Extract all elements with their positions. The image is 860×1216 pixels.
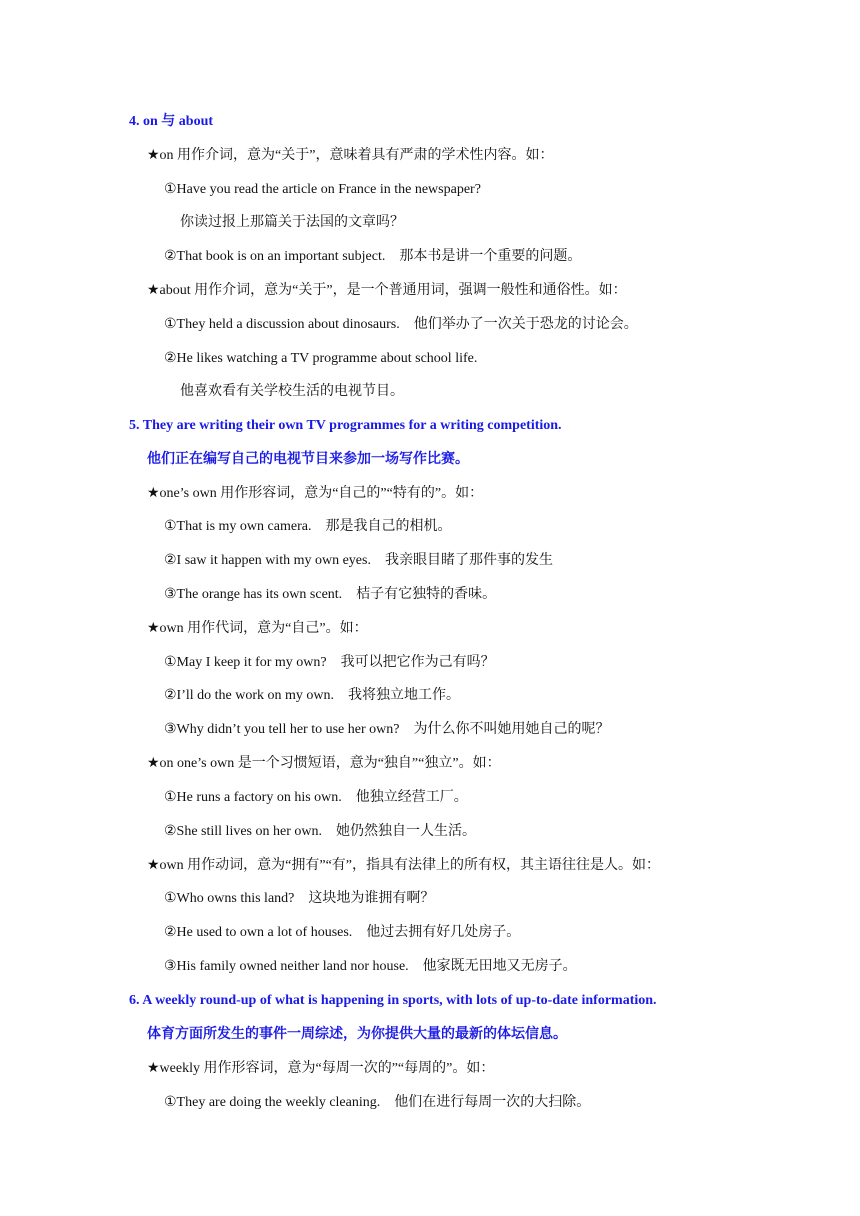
example-sentence: ③The orange has its own scent. 桔子有它独特的香味。	[164, 587, 497, 602]
example-translation: 你读过报上那篇关于法国的文章吗？	[180, 215, 404, 230]
example-sentence: ①Who owns this land? 这块地为谁拥有啊？	[164, 891, 435, 906]
section-heading: 6. A weekly round-up of what is happening in sports, with lots of up-to-date information.	[129, 993, 657, 1008]
usage-point: ★on one’s own 是一个习惯短语，意为“独自”“独立”。如：	[147, 756, 501, 771]
usage-point: ★one’s own 用作形容词，意为“自己的”“特有的”。如：	[147, 486, 484, 501]
example-sentence: ②I’ll do the work on my own. 我将独立地工作。	[164, 688, 461, 703]
usage-point: ★about 用作介词，意为“关于”，是一个普通用词，强调一般性和通俗性。如：	[147, 283, 627, 298]
usage-point: ★own 用作代词，意为“自己”。如：	[147, 621, 368, 636]
example-sentence: ③Why didn’t you tell her to use her own? 为什么你不叫她用她自己的呢？	[164, 722, 610, 737]
example-sentence: ①That is my own camera. 那是我自己的相机。	[164, 519, 452, 534]
example-sentence: ①May I keep it for my own? 我可以把它作为己有吗？	[164, 655, 495, 670]
section-heading-translation: 他们正在编写自己的电视节目来参加一场写作比赛。	[147, 452, 469, 467]
example-sentence: ①They held a discussion about dinosaurs. 他们举办了一次关于恐龙的讨论会。	[164, 317, 638, 332]
example-sentence: ①He runs a factory on his own. 他独立经营工厂。	[164, 790, 468, 805]
usage-point: ★weekly 用作形容词，意为“每周一次的”“每周的”。如：	[147, 1061, 495, 1076]
example-sentence: ②He likes watching a TV programme about school life.	[164, 351, 478, 366]
example-sentence: ③His family owned neither land nor house. 他家既无田地又无房子。	[164, 959, 577, 974]
example-sentence: ②She still lives on her own. 她仍然独自一人生活。	[164, 824, 476, 839]
example-sentence: ②I saw it happen with my own eyes. 我亲眼目睹了那件事的发生	[164, 553, 553, 568]
example-sentence: ①They are doing the weekly cleaning. 他们在进行每周一次的大扫除。	[164, 1095, 591, 1110]
example-translation: 他喜欢看有关学校生活的电视节目。	[180, 384, 404, 399]
section-heading: 4. on 与 about	[129, 114, 214, 129]
section-heading-translation: 体育方面所发生的事件一周综述，为你提供大量的最新的体坛信息。	[147, 1027, 567, 1042]
example-sentence: ②That book is on an important subject. 那本书是讲一个重要的问题。	[164, 249, 582, 264]
section-heading: 5. They are writing their own TV programmes for a writing competition.	[129, 418, 562, 433]
example-sentence: ①Have you read the article on France in the newspaper?	[164, 182, 481, 197]
example-sentence: ②He used to own a lot of houses. 他过去拥有好几处房子。	[164, 925, 521, 940]
usage-point: ★on 用作介词，意为“关于”，意味着具有严肃的学术性内容。如：	[147, 148, 554, 163]
usage-point: ★own 用作动词，意为“拥有”“有”，指具有法律上的所有权，其主语往往是人。如：	[147, 858, 661, 873]
